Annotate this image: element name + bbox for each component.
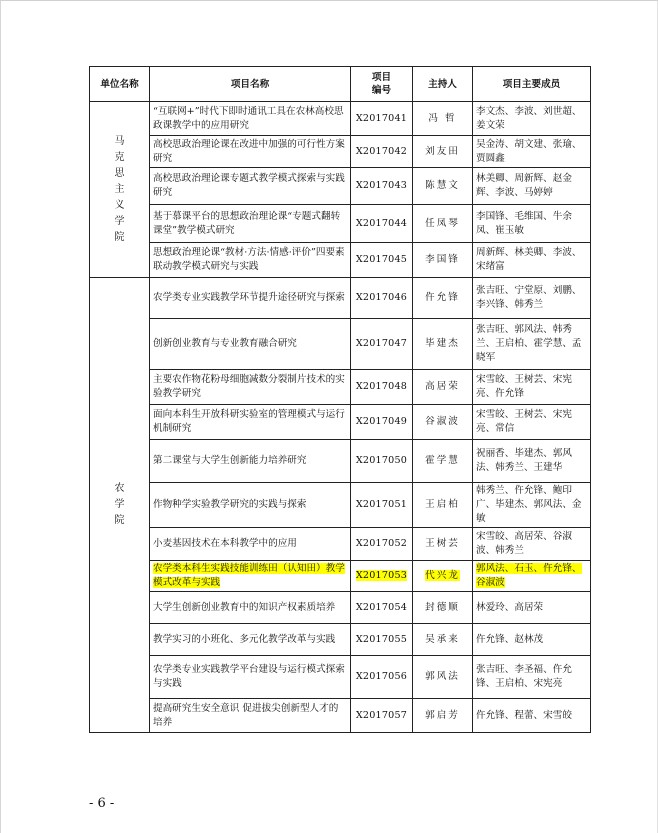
unit-name-char: 学 (114, 499, 125, 510)
project-name-cell (150, 319, 351, 370)
project-name-cell (150, 592, 351, 624)
host-cell (413, 278, 473, 319)
project-code-text: X2017045 (355, 254, 408, 265)
table-row (90, 278, 591, 319)
project-name-cell (150, 440, 351, 483)
members-text: 张吉旺、李圣福、仵允锋、王启柏、宋宪亮 (476, 664, 572, 689)
members-text: 宋雪皎、王树芸、宋宪亮、仵允锋 (476, 374, 572, 399)
members-text: 李文杰、李波、刘世超、姜文荣 (476, 105, 582, 131)
header-row (90, 67, 591, 102)
project-name-text: 提高研究生安全意识 促进拔尖创新型人才的培养 (153, 702, 339, 728)
project-name-cell (150, 528, 351, 561)
host-text: 郭风法 (425, 671, 460, 682)
table-row (90, 136, 591, 168)
project-code-text: X2017042 (355, 145, 408, 157)
project-code-cell (351, 168, 413, 205)
members-cell (473, 592, 591, 624)
project-name-cell (150, 699, 351, 733)
project-code-text: X2017057 (355, 709, 408, 721)
members-text: 祝丽香、毕建杰、郭风法、韩秀兰、王建华 (476, 448, 572, 473)
project-name-text: 高校思政治理论课在改进中加强的可行性方案研究 (153, 138, 345, 164)
project-code-text: X2017049 (355, 416, 408, 427)
project-name-text: “互联网+”时代下即时通讯工具在农林高校思政课教学中的应用研究 (153, 105, 344, 131)
header-host: 主持人 (413, 67, 473, 102)
host-text: 谷淑波 (425, 416, 460, 427)
members-cell (473, 370, 591, 405)
host-text: 代兴龙 (425, 570, 460, 581)
project-code-cell (351, 483, 413, 528)
unit-name-char: 院 (114, 515, 125, 526)
project-name-cell (150, 624, 351, 656)
host-text: 王启柏 (425, 499, 460, 510)
members-cell (473, 243, 591, 278)
unit-name (93, 134, 146, 246)
members-cell (473, 168, 591, 205)
members-cell (473, 561, 591, 592)
header-unit: 单位名称 (90, 67, 150, 102)
members-cell (473, 136, 591, 168)
unit-cell (90, 278, 150, 733)
project-name-text: 基于慕课平台的思想政治理论课“专题式翻转课堂”教学模式研究 (153, 210, 341, 236)
project-code-text: X2017041 (355, 112, 408, 124)
table-row (90, 528, 591, 561)
members-cell (473, 483, 591, 528)
project-name-text: 小麦基因技术在本科教学中的应用 (153, 538, 297, 549)
project-code-cell (351, 699, 413, 733)
host-text: 冯 哲 (428, 112, 457, 124)
project-name-cell (150, 205, 351, 243)
members-cell (473, 102, 591, 136)
members-text: 宋雪皎、王树芸、宋宪亮、常信 (476, 409, 572, 434)
project-name-text: 高校思政治理论课专题式教学模式探索与实践研究 (153, 173, 345, 198)
members-text: 郭风法、石玉、仵允锋、谷淑波 (476, 563, 582, 588)
project-code-text: X2017052 (355, 538, 408, 549)
members-text: 张吉旺、宁堂原、刘鹏、李兴锋、韩秀兰 (476, 285, 582, 310)
members-text: 仵允锋、程蕾、宋雪皎 (476, 709, 572, 721)
project-name-text: 思想政治理论课“教材·方法·情感·评价”四要素联动教学模式研究与实践 (153, 247, 345, 272)
members-cell (473, 278, 591, 319)
host-cell (413, 102, 473, 136)
project-table (89, 66, 591, 733)
unit-name-char: 克 (114, 151, 125, 163)
page-left-edge (0, 0, 1, 833)
table-row (90, 405, 591, 440)
host-cell (413, 168, 473, 205)
members-text: 宋雪皎、高居荣、谷淑波、韩秀兰 (476, 531, 572, 556)
table-row (90, 656, 591, 699)
project-name-cell (150, 483, 351, 528)
unit-name-char: 学 (114, 215, 125, 227)
project-name-text: 作物种学实验教学研究的实践与探索 (153, 499, 307, 510)
host-cell (413, 528, 473, 561)
project-name-text: 创新创业教育与专业教育融合研究 (153, 338, 297, 349)
table-row (90, 319, 591, 370)
project-code-text: X2017054 (355, 601, 408, 613)
project-code-cell (351, 205, 413, 243)
table-row (90, 483, 591, 528)
table-row (90, 102, 591, 136)
project-name-cell (150, 168, 351, 205)
host-cell (413, 319, 473, 370)
project-code-text: X2017050 (355, 455, 408, 466)
unit-name-char: 院 (114, 231, 125, 243)
project-name-cell (150, 278, 351, 319)
host-text: 陈慧文 (425, 180, 460, 191)
host-cell (413, 483, 473, 528)
project-code-text: X2017051 (355, 499, 408, 510)
host-text: 王树芸 (425, 538, 460, 549)
host-cell (413, 440, 473, 483)
table-row (90, 561, 591, 592)
host-text: 高居荣 (425, 381, 460, 392)
project-code-text: X2017043 (355, 180, 408, 191)
members-text: 林美卿、周新辉、赵金辉、李波、马婷婷 (476, 173, 572, 198)
unit-name-char: 主 (114, 183, 125, 195)
members-cell (473, 656, 591, 699)
table-row (90, 370, 591, 405)
project-name-cell (150, 102, 351, 136)
page-number: - 6 - (89, 796, 115, 811)
members-text: 张吉旺、郭风法、韩秀兰、王启柏、霍学慧、孟晓军 (476, 324, 582, 363)
project-code-cell (351, 440, 413, 483)
project-code-text: X2017047 (355, 338, 408, 349)
unit-name (93, 481, 146, 529)
unit-name-char: 义 (114, 199, 125, 211)
header-code-line1: 项目 (371, 72, 392, 83)
members-cell (473, 405, 591, 440)
unit-name-char: 马 (114, 135, 125, 147)
header-members: 项目主要成员 (473, 67, 591, 102)
table-row (90, 440, 591, 483)
members-text: 林爱玲、高居荣 (476, 601, 544, 613)
project-code-text: X2017055 (355, 633, 408, 645)
project-name-text: 第二课堂与大学生创新能力培养研究 (153, 455, 307, 466)
members-text: 李国锋、毛维国、牛余凤、崔玉敏 (476, 210, 572, 236)
unit-cell (90, 102, 150, 278)
project-name-cell (150, 561, 351, 592)
host-text: 郭启芳 (425, 709, 460, 721)
table-row (90, 624, 591, 656)
project-code-cell (351, 528, 413, 561)
members-text: 周新辉、林美卿、李波、宋绪富 (476, 247, 582, 272)
host-text: 刘友田 (425, 145, 460, 157)
host-cell (413, 656, 473, 699)
project-code-cell (351, 592, 413, 624)
project-code-text: X2017046 (355, 292, 408, 303)
members-cell (473, 528, 591, 561)
project-name-text: 大学生创新创业教育中的知识产权素质培养 (153, 601, 336, 613)
project-code-cell (351, 656, 413, 699)
members-cell (473, 699, 591, 733)
members-cell (473, 319, 591, 370)
page-top-edge (0, 0, 658, 1)
members-cell (473, 205, 591, 243)
project-code-cell (351, 102, 413, 136)
host-text: 霍学慧 (425, 455, 460, 466)
members-cell (473, 624, 591, 656)
project-name-cell (150, 136, 351, 168)
project-name-cell (150, 243, 351, 278)
host-cell (413, 370, 473, 405)
project-code-cell (351, 405, 413, 440)
project-name-cell (150, 405, 351, 440)
table-row (90, 205, 591, 243)
project-code-cell (351, 278, 413, 319)
host-text: 封德顺 (425, 601, 460, 613)
host-text: 吴承来 (425, 633, 460, 645)
host-cell (413, 405, 473, 440)
project-name-text: 教学实习的小班化、多元化教学改革与实践 (153, 633, 336, 645)
project-code-cell (351, 561, 413, 592)
host-text: 仵允锋 (425, 292, 460, 303)
host-text: 毕建杰 (425, 338, 460, 349)
project-name-text: 农学类专业实践教学环节提升途径研究与探索 (153, 292, 345, 303)
project-code-cell (351, 243, 413, 278)
table-row (90, 699, 591, 733)
host-cell (413, 243, 473, 278)
host-cell (413, 592, 473, 624)
host-text: 任凤琴 (425, 217, 460, 229)
project-name-text: 面向本科生开放科研实验室的管理模式与运行机制研究 (153, 409, 345, 434)
header-project-code (351, 67, 413, 102)
project-code-cell (351, 319, 413, 370)
members-text: 仵允锋、赵林茂 (476, 633, 544, 645)
table-row (90, 592, 591, 624)
table-body (90, 102, 591, 733)
table-row (90, 168, 591, 205)
project-name-text: 主要农作物花粉母细胞减数分裂制片技术的实验教学研究 (153, 374, 345, 399)
host-text: 李国锋 (425, 254, 460, 265)
host-cell (413, 699, 473, 733)
project-code-text: X2017056 (355, 671, 408, 682)
members-text: 吴金涛、胡文建、张瑜、贾圆鑫 (476, 138, 582, 164)
project-code-text: X2017048 (355, 381, 408, 392)
host-cell (413, 205, 473, 243)
header-code-line2: 编号 (371, 85, 392, 96)
project-code-cell (351, 624, 413, 656)
project-name-text: 农学类专业实践教学平台建设与运行模式探索与实践 (153, 664, 345, 689)
project-code-cell (351, 370, 413, 405)
members-text: 韩秀兰、仵允锋、鲍印广、毕建杰、郭风法、金敏 (476, 485, 582, 524)
project-code-cell (351, 136, 413, 168)
project-code-text: X2017044 (355, 217, 408, 229)
table-row (90, 243, 591, 278)
unit-name-char: 思 (114, 167, 125, 179)
project-name-cell (150, 370, 351, 405)
project-name-cell (150, 656, 351, 699)
header-project-name: 项目名称 (150, 67, 351, 102)
host-cell (413, 136, 473, 168)
unit-name-char: 农 (114, 483, 125, 494)
host-cell (413, 624, 473, 656)
members-cell (473, 440, 591, 483)
project-name-text: 农学类本科生实践技能训练田（认知田）教学模式改革与实践 (153, 563, 345, 588)
project-code-text: X2017053 (355, 570, 408, 581)
host-cell (413, 561, 473, 592)
